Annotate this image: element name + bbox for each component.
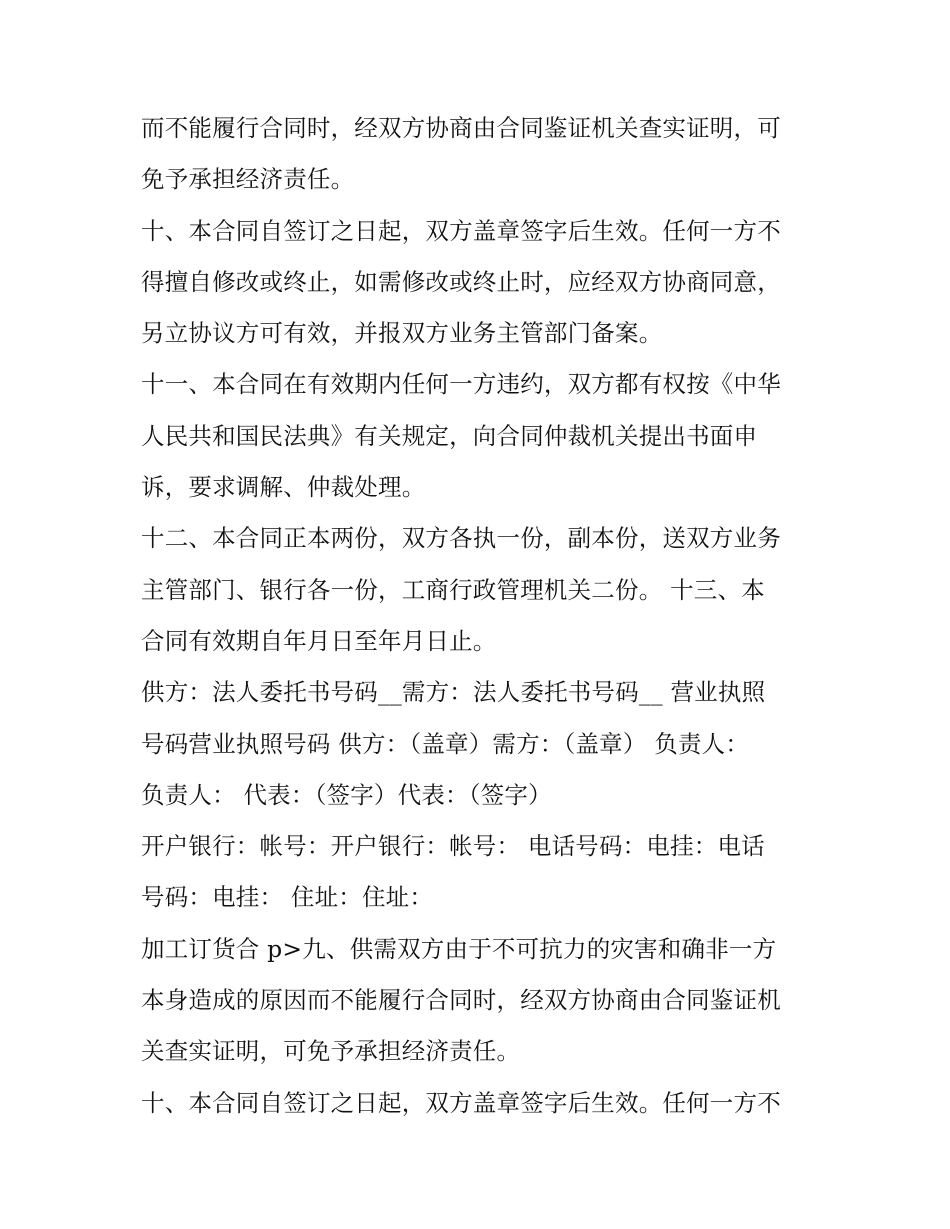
text-line-16: 号码：电挂： 住址：住址： [141, 883, 434, 912]
text-line-18: 本身造成的原因而不能履行合同时，经双方协商由合同鉴证机 [141, 986, 781, 1015]
text-line-4: 得擅自修改或终止，如需修改或终止时，应经双方协商同意， [141, 267, 781, 296]
text-line-17: 加工订货合 p>九、供需双方由于不可抗力的灾害和确非一方 [141, 934, 777, 963]
text-line-1: 而不能履行合同时，经双方协商由合同鉴证机关查实证明，可 [141, 114, 781, 142]
text-line-12: 供方：法人委托书号码__需方：法人委托书号码__ 营业执照 [141, 678, 766, 707]
document-body [141, 103, 821, 1129]
text-line-14: 负责人： 代表：（签字）代表：（签字） [141, 780, 552, 809]
text-line-6: 十一、本合同在有效期内任何一方违约，双方都有权按《中华 [141, 370, 781, 399]
text-line-8: 诉，要求调解、仲裁处理。 [141, 473, 426, 502]
text-line-3: 十、本合同自签订之日起，双方盖章签字后生效。任何一方不 [141, 216, 781, 245]
text-line-13: 号码营业执照号码 供方：（盖章）需方：（盖章） 负责人： [141, 729, 750, 758]
text-line-7: 人民共和国民法典》有关规定，向合同仲裁机关提出书面申 [141, 421, 758, 450]
text-line-15: 开户银行：帐号：开户银行：帐号： 电话号码：电挂：电话 [141, 832, 765, 861]
text-line-19: 关查实证明，可免予承担经济责任。 [141, 1037, 521, 1066]
text-line-11: 合同有效期自年月日至年月日止。 [141, 626, 497, 655]
text-line-9: 十二、本合同正本两份，双方各执一份，副本份，送双方业务 [141, 524, 781, 553]
text-line-20: 十、本合同自签订之日起，双方盖章签字后生效。任何一方不 [141, 1088, 781, 1117]
text-line-5: 另立协议方可有效，并报双方业务主管部门备案。 [141, 319, 663, 348]
text-line-10: 主管部门、银行各一份，工商行政管理机关二份。 十三、本 [141, 575, 765, 604]
text-line-2: 免予承担经济责任。 [141, 165, 355, 194]
